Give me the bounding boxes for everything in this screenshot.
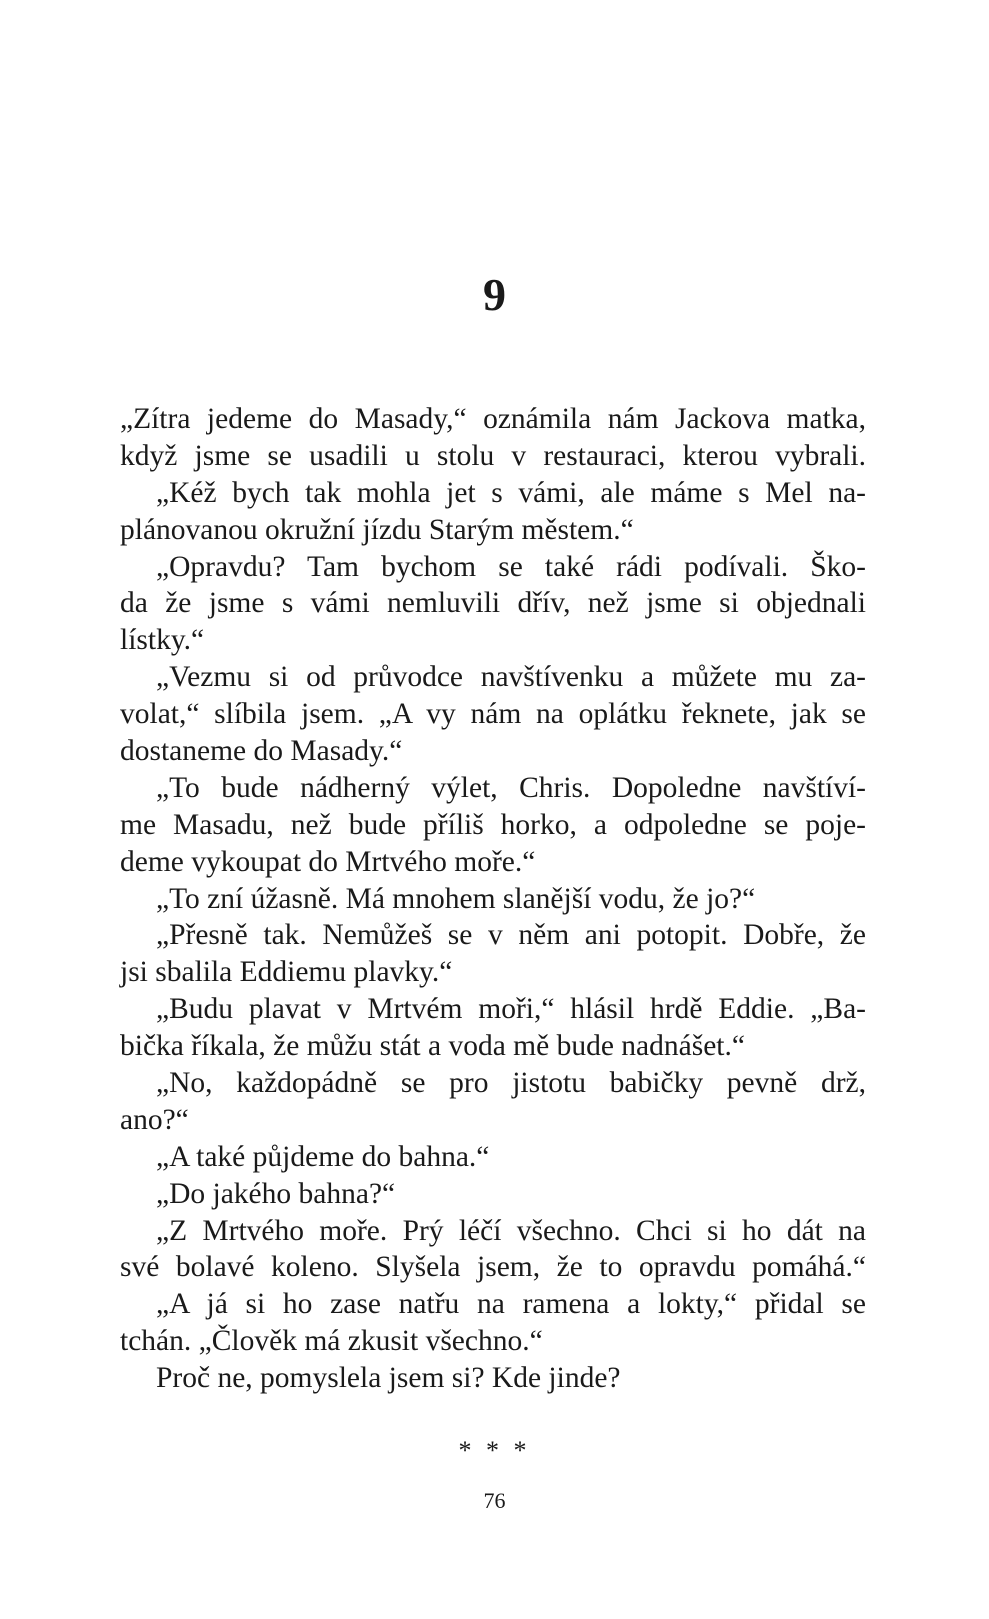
text-line: „Budu plavat v Mrtvém moři,“ hlásil hrdě Eddie. „Ba- [156, 993, 866, 1026]
text-line: „No, každopádně se pro jistotu babičky pevně drž, [156, 1067, 866, 1100]
text-line: jsi sbalila Eddiemu plavky.“ [120, 956, 453, 989]
text-line: „Opravdu? Tam bychom se také rádi podívali. Ško- [156, 550, 866, 583]
text-line: tchán. „Člověk má zkusit všechno.“ [120, 1325, 543, 1358]
text-line: me Masadu, než bude příliš horko, a odpoledne se poje- [120, 808, 866, 841]
text-line: „Kéž bych tak mohla jet s vámi, ale máme s Mel na- [156, 476, 866, 509]
body-text [120, 401, 866, 1397]
text-line: bička říkala, že můžu stát a voda mě bude nadnášet.“ [120, 1030, 745, 1063]
text-line: „A já si ho zase natřu na ramena a lokty,“ přidal se [156, 1288, 866, 1321]
text-line: ano?“ [120, 1103, 189, 1136]
text-line: volat,“ slíbila jsem. „A vy nám na oplátku řeknete, jak se [120, 698, 866, 731]
text-line: „Z Mrtvého moře. Prý léčí všechno. Chci si ho dát na [156, 1214, 866, 1247]
text-line: lístky.“ [120, 624, 205, 657]
text-line: „To zní úžasně. Má mnohem slanější vodu, že jo?“ [156, 882, 756, 915]
text-line: když jsme se usadili u stolu v restauraci, kterou vybrali. [120, 439, 866, 472]
text-line: „Do jakého bahna?“ [156, 1177, 396, 1210]
text-line: dostaneme do Masady.“ [120, 735, 403, 768]
text-line: deme vykoupat do Mrtvého moře.“ [120, 845, 536, 878]
page-number: 76 [483, 1488, 506, 1513]
section-separator: * * * [458, 1436, 531, 1465]
chapter-number: 9 [483, 269, 506, 320]
text-line: „A také půjdeme do bahna.“ [156, 1140, 490, 1173]
text-line: plánovanou okružní jízdu Starým městem.“ [120, 513, 634, 546]
text-line: „Přesně tak. Nemůžeš se v něm ani potopit. Dobře, že [156, 919, 866, 952]
text-line: da že jsme s vámi nemluvili dřív, než jsme si objednali [120, 587, 866, 620]
text-line: své bolavé koleno. Slyšela jsem, že to opravdu pomáhá.“ [120, 1251, 866, 1284]
text-line: „Vezmu si od průvodce navštívenku a můžete mu za- [156, 661, 866, 694]
text-line: Proč ne, pomyslela jsem si? Kde jinde? [156, 1362, 621, 1395]
text-line: „To bude nádherný výlet, Chris. Dopoledne navštíví- [156, 771, 866, 804]
text-line: „Zítra jedeme do Masady,“ oznámila nám Jackova matka, [120, 403, 866, 435]
